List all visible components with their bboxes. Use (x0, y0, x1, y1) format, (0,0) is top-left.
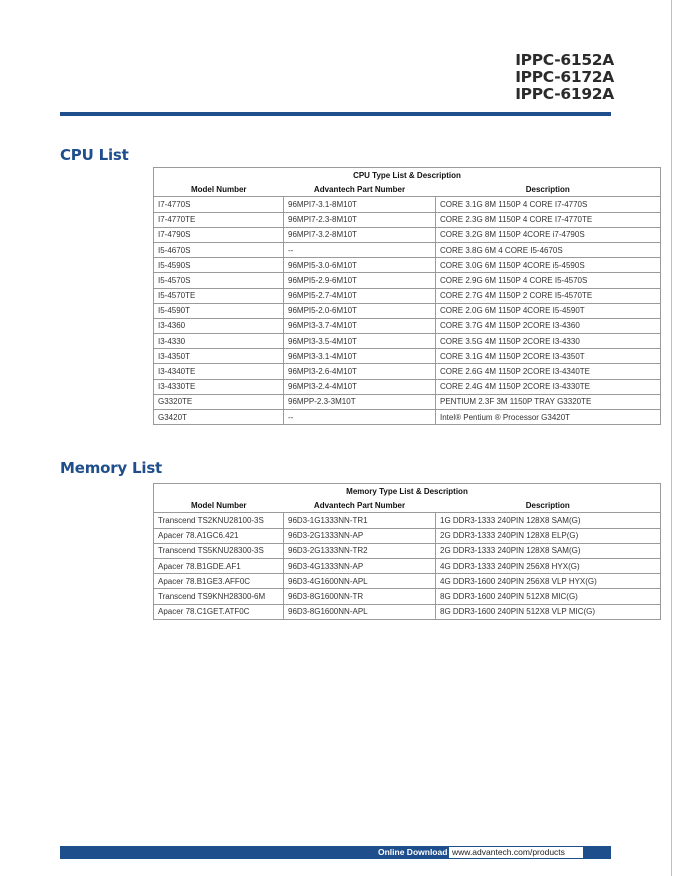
cell-model-number: I3-4350T (154, 349, 284, 364)
cell-model-number: I3-4360 (154, 318, 284, 333)
cell-model-number: I3-4340TE (154, 364, 284, 379)
table-row (154, 273, 661, 288)
cell-part-number: 96MPI3-2.6-4M10T (284, 364, 436, 379)
cell-model-number: I3-4330 (154, 334, 284, 349)
memory-section-title: Memory List (60, 459, 163, 477)
cell-model-number: G3320TE (154, 394, 284, 409)
cell-part-number: 96MPI7-3.1-8M10T (284, 197, 436, 212)
table-caption: Memory Type List & Description (154, 484, 661, 499)
cell-part-number: 96MPI3-3.1-4M10T (284, 349, 436, 364)
cell-part-number: -- (284, 410, 436, 425)
cell-model-number: Transcend TS2KNU28100-3S (154, 513, 284, 528)
table-row (154, 212, 661, 227)
cell-description: 2G DDR3-1333 240PIN 128X8 SAM(G) (436, 543, 661, 558)
cell-part-number: 96D3-1G1333NN-TR1 (284, 513, 436, 528)
cell-model-number: Transcend TS9KNH28300-6M (154, 589, 284, 604)
cell-description: 4G DDR3-1333 240PIN 256X8 HYX(G) (436, 558, 661, 573)
cell-model-number: Apacer 78.A1GC6.421 (154, 528, 284, 543)
cell-description: 8G DDR3-1600 240PIN 512X8 VLP MIC(G) (436, 604, 661, 619)
cell-description: 8G DDR3-1600 240PIN 512X8 MIC(G) (436, 589, 661, 604)
cell-part-number: 96D3-8G1600NN-APL (284, 604, 436, 619)
memory-table (153, 483, 661, 620)
column-header-part-number: Advantech Part Number (284, 498, 436, 513)
cell-description: CORE 3.0G 6M 1150P 4CORE i5-4590S (436, 258, 661, 273)
table-row (154, 528, 661, 543)
table-row (154, 574, 661, 589)
cell-part-number: 96MPI3-3.5-4M10T (284, 334, 436, 349)
cell-model-number: I5-4590T (154, 303, 284, 318)
footer-label: Online Download (378, 847, 448, 857)
cell-model-number: Apacer 78.B1GDE.AF1 (154, 558, 284, 573)
table-row (154, 303, 661, 318)
cell-part-number: 96D3-2G1333NN-TR2 (284, 543, 436, 558)
model-name: IPPC-6192A (515, 85, 614, 103)
page-edge-line (671, 0, 672, 876)
model-name: IPPC-6172A (515, 68, 614, 86)
cell-description: 4G DDR3-1600 240PIN 256X8 VLP HYX(G) (436, 574, 661, 589)
table-row (154, 288, 661, 303)
table-row (154, 604, 661, 619)
cell-model-number: Apacer 78.C1GET.ATF0C (154, 604, 284, 619)
table-row (154, 394, 661, 409)
cell-model-number: I5-4590S (154, 258, 284, 273)
cell-model-number: I7-4770S (154, 197, 284, 212)
cell-model-number: I7-4790S (154, 227, 284, 242)
cell-model-number: I3-4330TE (154, 379, 284, 394)
table-row (154, 558, 661, 573)
cell-model-number: Transcend TS5KNU28300-3S (154, 543, 284, 558)
table-row (154, 349, 661, 364)
cell-part-number: 96MPI7-2.3-8M10T (284, 212, 436, 227)
column-header-model: Model Number (154, 182, 284, 197)
column-header-part-number: Advantech Part Number (284, 182, 436, 197)
header-rule (60, 112, 611, 116)
table-row (154, 410, 661, 425)
table-caption: CPU Type List & Description (154, 168, 661, 183)
cell-part-number: 96D3-4G1333NN-AP (284, 558, 436, 573)
cell-description: CORE 3.1G 8M 1150P 4 CORE I7-4770S (436, 197, 661, 212)
column-header-model: Model Number (154, 498, 284, 513)
cell-description: 2G DDR3-1333 240PIN 128X8 ELP(G) (436, 528, 661, 543)
table-row (154, 364, 661, 379)
cell-part-number: 96MPI5-3.0-6M10T (284, 258, 436, 273)
cell-description: CORE 3.7G 4M 1150P 2CORE I3-4360 (436, 318, 661, 333)
cell-part-number: 96MPI5-2.9-6M10T (284, 273, 436, 288)
table-row (154, 318, 661, 333)
cell-description: Intel® Pentium ® Processor G3420T (436, 410, 661, 425)
cell-description: CORE 3.1G 4M 1150P 2CORE I3-4350T (436, 349, 661, 364)
column-header-description: Description (436, 182, 661, 197)
table-row (154, 379, 661, 394)
cell-description: CORE 2.6G 4M 1150P 2CORE I3-4340TE (436, 364, 661, 379)
column-header-description: Description (436, 498, 661, 513)
cell-part-number: 96MPI7-3.2-8M10T (284, 227, 436, 242)
cell-description: CORE 2.3G 8M 1150P 4 CORE I7-4770TE (436, 212, 661, 227)
cell-description: CORE 3.8G 6M 4 CORE I5-4670S (436, 242, 661, 257)
cell-part-number: 96MPI5-2.7-4M10T (284, 288, 436, 303)
cell-description: CORE 2.4G 4M 1150P 2CORE I3-4330TE (436, 379, 661, 394)
table-row (154, 227, 661, 242)
cell-model-number: I7-4770TE (154, 212, 284, 227)
cell-model-number: G3420T (154, 410, 284, 425)
table-row (154, 242, 661, 257)
cell-description: CORE 2.9G 6M 1150P 4 CORE I5-4570S (436, 273, 661, 288)
cell-description: PENTIUM 2.3F 3M 1150P TRAY G3320TE (436, 394, 661, 409)
cpu-section-title: CPU List (60, 146, 129, 164)
cell-description: CORE 2.0G 6M 1150P 4CORE I5-4590T (436, 303, 661, 318)
table-row (154, 197, 661, 212)
cell-part-number: 96D3-8G1600NN-TR (284, 589, 436, 604)
cell-model-number: I5-4570S (154, 273, 284, 288)
cell-description: 1G DDR3-1333 240PIN 128X8 SAM(G) (436, 513, 661, 528)
cell-description: CORE 3.2G 8M 1150P 4CORE i7-4790S (436, 227, 661, 242)
cell-model-number: I5-4670S (154, 242, 284, 257)
model-name: IPPC-6152A (515, 51, 614, 69)
cell-part-number: 96D3-4G1600NN-APL (284, 574, 436, 589)
cell-model-number: I5-4570TE (154, 288, 284, 303)
table-row (154, 258, 661, 273)
cell-part-number: 96MPI3-2.4-4M10T (284, 379, 436, 394)
cell-part-number: 96D3-2G1333NN-AP (284, 528, 436, 543)
table-row (154, 589, 661, 604)
cell-part-number: 96MPI3-3.7-4M10T (284, 318, 436, 333)
table-row (154, 513, 661, 528)
cell-part-number: 96MPI5-2.0-6M10T (284, 303, 436, 318)
cell-part-number: -- (284, 242, 436, 257)
footer-url-link[interactable]: www.advantech.com/products (449, 847, 583, 858)
cpu-table (153, 167, 661, 425)
cell-description: CORE 2.7G 4M 1150P 2 CORE I5-4570TE (436, 288, 661, 303)
model-names (515, 52, 614, 103)
cell-description: CORE 3.5G 4M 1150P 2CORE I3-4330 (436, 334, 661, 349)
table-row (154, 334, 661, 349)
table-row (154, 543, 661, 558)
cell-model-number: Apacer 78.B1GE3.AFF0C (154, 574, 284, 589)
cell-part-number: 96MPP-2.3-3M10T (284, 394, 436, 409)
